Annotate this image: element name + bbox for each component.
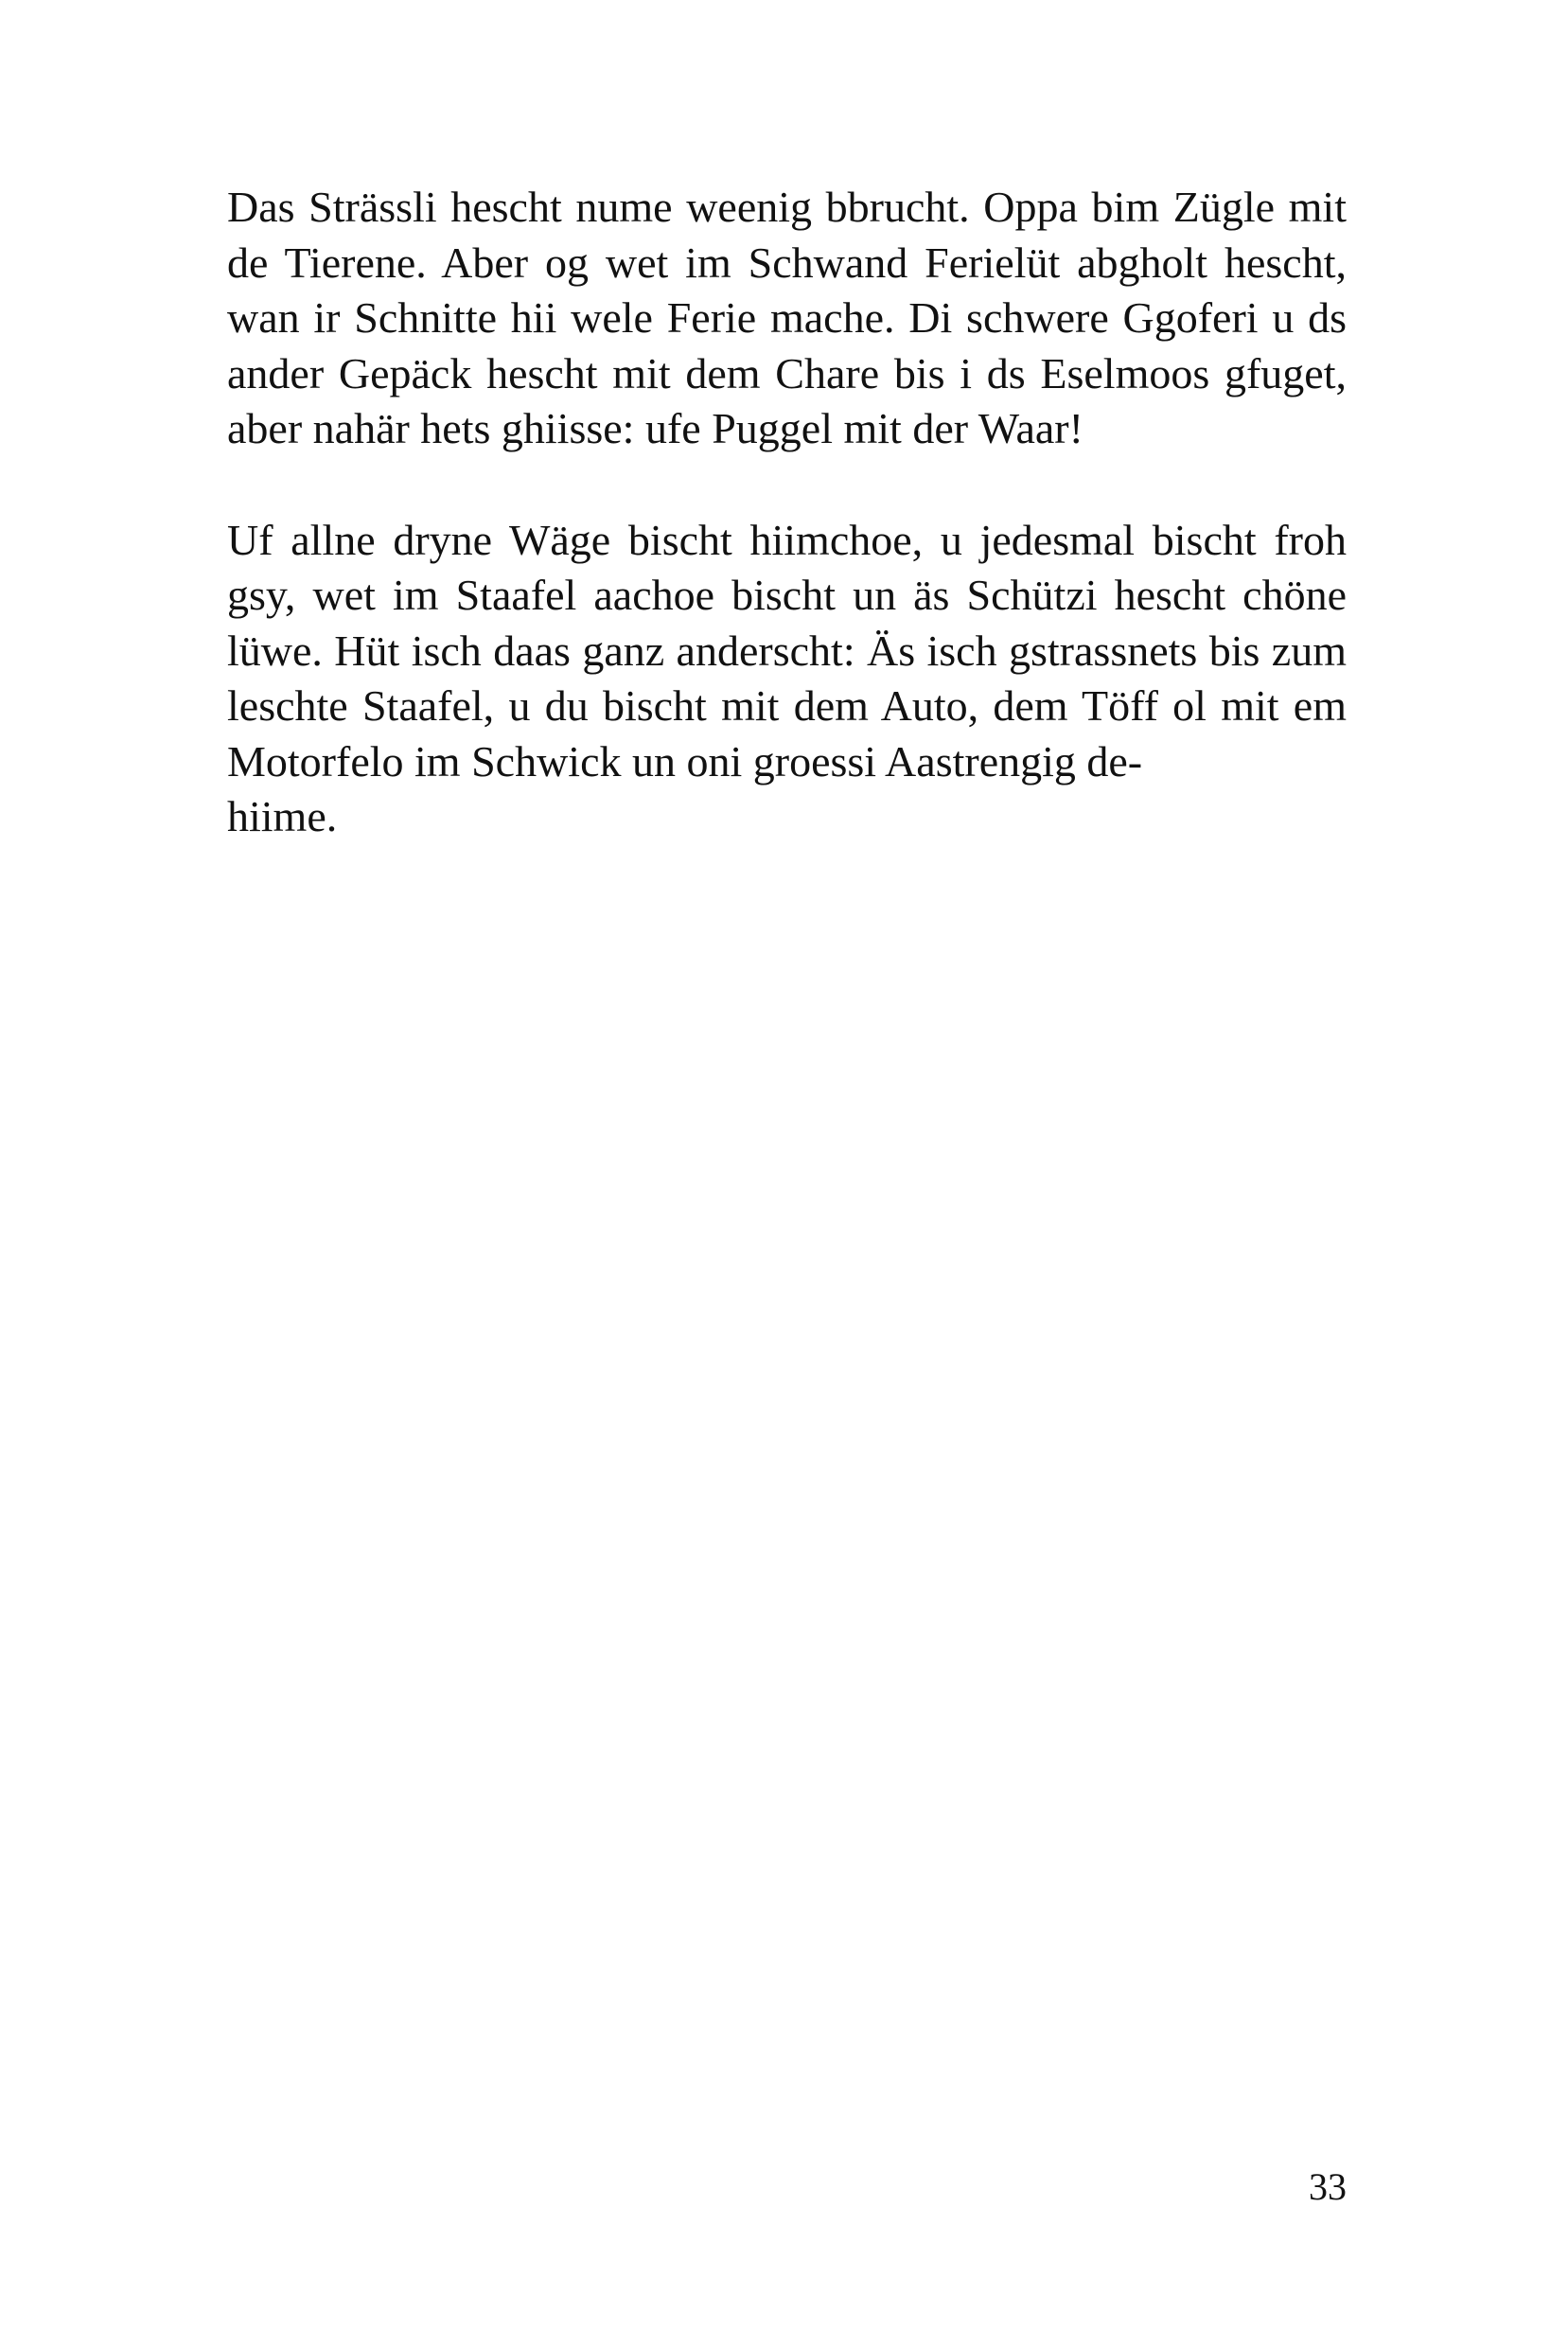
paragraph-2: Uf allne dryne Wäge bischt hiimchoe, u jedesmal bischt froh gsy, wet im Staafel aachoe bischt un äs Schützi hescht chöne lüwe. Hüt isch daas ganz anderscht: Äs isch gstrassnets bis zum leschte Staafel, u du bischt mit dem Auto, dem Töff ol mit em Motorfelo im Schwick un oni groessi Aastrengig de- hiime. — [227, 515, 1347, 840]
paragraph-1: Das Strässli hescht nume weenig bbrucht. Oppa bim Zügle mit de Tierene. Aber og wet im Schwand Ferielüt abgholt hescht, wan ir Schnitte hii wele Ferie mache. Di schwere Ggoferi u ds ander Gepäck hescht mit dem Chare bis i ds Eselmoos gfuget, aber nahär hets ghiisse: ufe Puggel mit der Waar! — [227, 183, 1347, 452]
page-number: 33 — [1309, 2165, 1347, 2208]
body-text — [227, 180, 1347, 845]
